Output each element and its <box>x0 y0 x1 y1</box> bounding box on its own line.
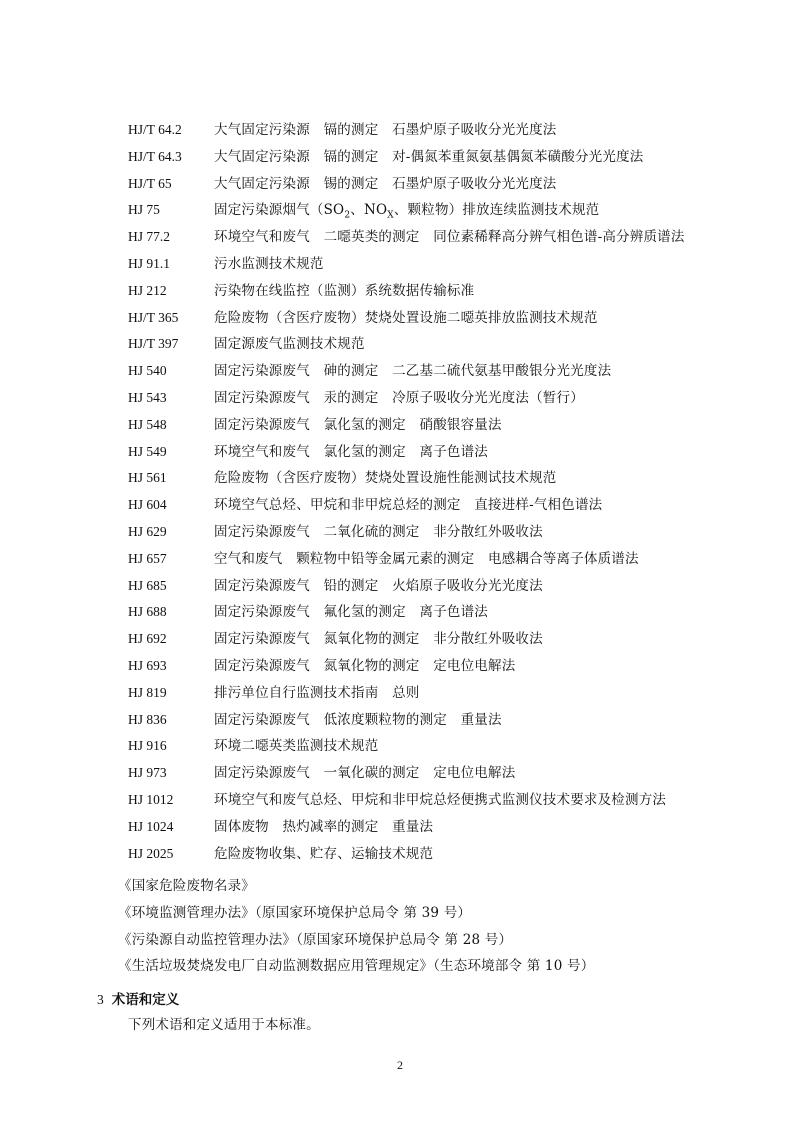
reference-code: HJ 685 <box>128 577 167 593</box>
reference-row <box>128 599 748 626</box>
reference-row <box>128 331 748 358</box>
reference-row <box>128 197 748 224</box>
reference-row <box>128 439 748 466</box>
reference-row <box>128 412 748 439</box>
reference-row <box>128 358 748 385</box>
document-item: 《生活垃圾焚烧发电厂自动监测数据应用管理规定》（生态环境部令 第 10 号） <box>118 958 595 975</box>
reference-code: HJ 540 <box>128 363 167 379</box>
reference-title: 环境空气和废气总烃、甲烷和非甲烷总烃便携式监测仪技术要求及检测方法 <box>214 791 667 808</box>
reference-row <box>128 144 748 171</box>
section-title: 术语和定义 <box>111 992 180 1008</box>
reference-title: 排污单位自行监测技术指南 总则 <box>214 684 420 701</box>
reference-title: 环境空气和废气 二噁英类的测定 同位素稀释高分辨气相色谱-高分辨质谱法 <box>214 229 685 246</box>
reference-row <box>128 707 748 734</box>
reference-title: 大气固定污染源 锡的测定 石墨炉原子吸收分光光度法 <box>214 175 557 192</box>
reference-title: 空气和废气 颗粒物中铅等金属元素的测定 电感耦合等离子体质谱法 <box>214 550 639 567</box>
reference-title: 固定污染源废气 氮氧化物的测定 非分散红外吸收法 <box>214 631 543 648</box>
regulatory-documents-list <box>118 873 758 980</box>
reference-code: HJ 657 <box>128 550 167 566</box>
reference-title: 固定污染源废气 氟化氢的测定 离子色谱法 <box>214 604 488 621</box>
reference-title: 固定污染源废气 氮氧化物的测定 定电位电解法 <box>214 657 516 674</box>
reference-code: HJ 973 <box>128 765 167 781</box>
reference-title: 污染物在线监控（监测）系统数据传输标准 <box>214 282 475 299</box>
reference-row <box>128 546 748 573</box>
reference-code: HJ 836 <box>128 711 167 727</box>
reference-code: HJ 688 <box>128 604 167 620</box>
reference-row <box>128 251 748 278</box>
reference-title: 环境空气总烃、甲烷和非甲烷总烃的测定 直接进样-气相色谱法 <box>214 497 603 514</box>
reference-code: HJ 1024 <box>128 818 174 834</box>
reference-code: HJ 91.1 <box>128 255 171 271</box>
reference-title: 污水监测技术规范 <box>214 255 324 272</box>
reference-code: HJ 916 <box>128 738 167 754</box>
section-heading <box>97 988 179 1012</box>
reference-row <box>128 224 748 251</box>
reference-code: HJ 77.2 <box>128 229 171 245</box>
reference-title: 固定污染源废气 氯化氢的测定 硝酸银容量法 <box>214 416 502 433</box>
reference-row <box>128 573 748 600</box>
reference-title: 固定污染源废气 一氧化碳的测定 定电位电解法 <box>214 765 516 782</box>
reference-row <box>128 385 748 412</box>
reference-code: HJ 548 <box>128 416 167 432</box>
reference-row <box>128 733 748 760</box>
reference-row <box>128 841 748 868</box>
reference-row <box>128 787 748 814</box>
reference-row <box>128 465 748 492</box>
reference-title: 环境空气和废气 氯化氢的测定 离子色谱法 <box>214 443 488 460</box>
document-item: 《国家危险废物名录》 <box>118 878 255 894</box>
page-number: 2 <box>397 1058 403 1072</box>
reference-title: 危险废物（含医疗废物）焚烧处置设施二噁英排放监测技术规范 <box>214 309 598 326</box>
reference-title: 固定污染源废气 二氧化硫的测定 非分散红外吸收法 <box>214 523 543 540</box>
section-body: 下列术语和定义适用于本标准。 <box>128 1017 320 1033</box>
reference-code: HJ/T 397 <box>128 336 179 352</box>
reference-code: HJ 75 <box>128 202 160 218</box>
reference-title: 大气固定污染源 镉的测定 石墨炉原子吸收分光光度法 <box>214 122 557 138</box>
subscript: 2 <box>344 211 351 222</box>
reference-code: HJ 561 <box>128 470 167 486</box>
reference-title-part: 固定污染源烟气（SO <box>214 202 345 219</box>
reference-row <box>128 760 748 787</box>
reference-title: 环境二噁英类监测技术规范 <box>214 738 379 755</box>
reference-code: HJ 629 <box>128 523 167 539</box>
reference-title: 固定污染源废气 汞的测定 冷原子吸收分光光度法（暂行） <box>214 389 584 406</box>
reference-title <box>214 197 748 224</box>
reference-title: 固定源废气监测技术规范 <box>214 336 365 353</box>
reference-code: HJ 212 <box>128 282 167 298</box>
reference-code: HJ 549 <box>128 443 167 459</box>
reference-code: HJ/T 365 <box>128 309 179 325</box>
document-item: 《污染源自动监控管理办法》（原国家环境保护总局令 第 28 号） <box>118 931 513 948</box>
reference-code: HJ/T 64.3 <box>128 148 182 164</box>
reference-code: HJ 1012 <box>128 791 174 807</box>
reference-code: HJ 2025 <box>128 845 174 861</box>
reference-title: 固体废物 热灼减率的测定 重量法 <box>214 818 434 835</box>
reference-row <box>128 305 748 332</box>
reference-code: HJ 692 <box>128 631 167 647</box>
reference-code: HJ 543 <box>128 389 167 405</box>
reference-row <box>128 492 748 519</box>
reference-code: HJ/T 65 <box>128 175 172 191</box>
reference-title: 固定污染源废气 低浓度颗粒物的测定 重量法 <box>214 711 502 728</box>
reference-title: 固定污染源废气 铅的测定 火焰原子吸收分光光度法 <box>214 577 543 594</box>
reference-row <box>128 278 748 305</box>
reference-code: HJ 693 <box>128 657 167 673</box>
reference-title: 危险废物收集、贮存、运输技术规范 <box>214 845 434 862</box>
section-number: 3 <box>97 992 104 1007</box>
document-item: 《环境监测管理办法》（原国家环境保护总局令 第 39 号） <box>118 904 472 921</box>
reference-title-part: 、颗粒物）排放连续监测技术规范 <box>393 202 600 219</box>
subscript: X <box>387 211 394 222</box>
reference-row <box>128 626 748 653</box>
reference-row <box>128 171 748 198</box>
reference-row <box>128 814 748 841</box>
reference-code: HJ 604 <box>128 497 167 513</box>
reference-row <box>128 117 748 144</box>
reference-row <box>128 653 748 680</box>
reference-code: HJ/T 64.2 <box>128 122 182 137</box>
reference-title-part: 、NO <box>350 202 388 219</box>
reference-title: 危险废物（含医疗废物）焚烧处置设施性能测试技术规范 <box>214 470 557 487</box>
normative-references-list <box>128 117 748 867</box>
reference-code: HJ 819 <box>128 684 167 700</box>
reference-row <box>128 680 748 707</box>
reference-row <box>128 519 748 546</box>
reference-title: 固定污染源废气 砷的测定 二乙基二硫代氨基甲酸银分光光度法 <box>214 363 612 380</box>
reference-title: 大气固定污染源 镉的测定 对-偶氮苯重氮氨基偶氮苯磺酸分光光度法 <box>214 148 644 165</box>
